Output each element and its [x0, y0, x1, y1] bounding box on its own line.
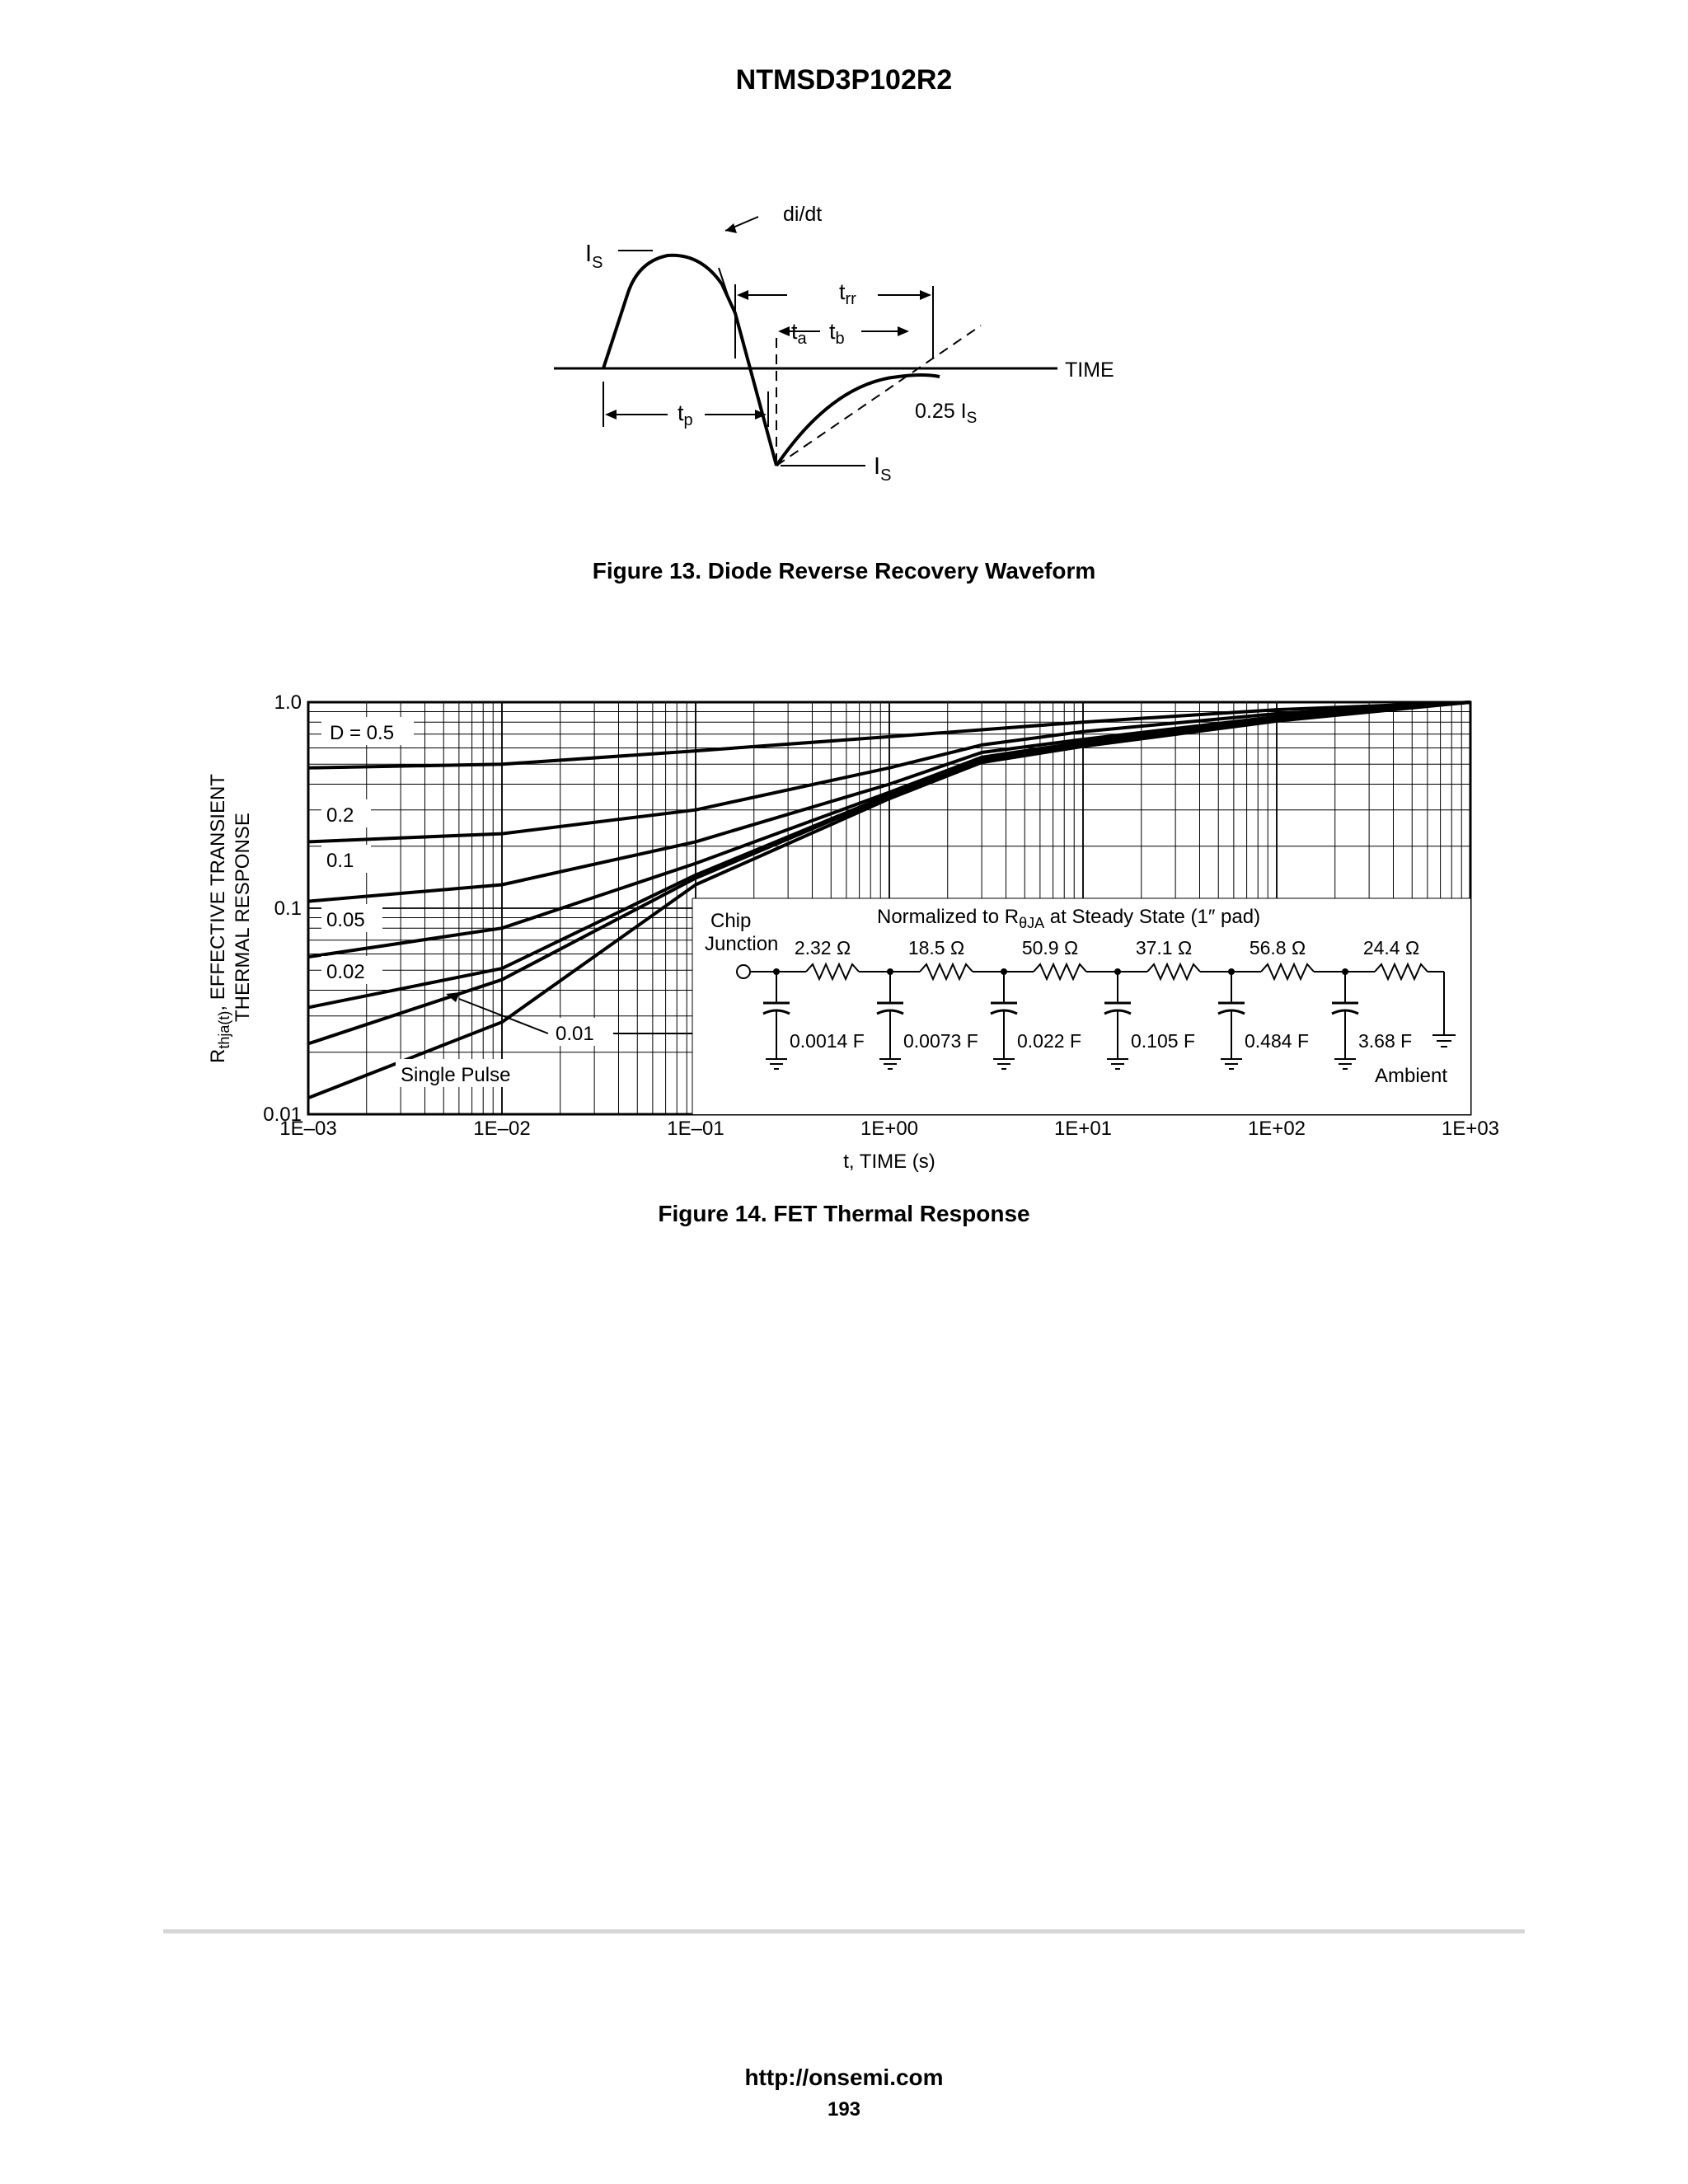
resistor-value: 50.9 Ω: [1021, 937, 1079, 958]
x-axis-title: t, TIME (s): [843, 1151, 935, 1173]
junction-terminal: [737, 965, 750, 978]
x-tick-labels: [279, 1118, 1499, 1140]
resistor-value: 56.8 Ω: [1249, 937, 1306, 958]
resistor-value: 37.1 Ω: [1135, 937, 1193, 958]
y-axis-title-line1: $R_{thja(t)}$, EFFECTIVE TRANSIENT: [207, 774, 232, 1063]
capacitor-value: 0.0014 F: [790, 1030, 865, 1052]
x-tick-label: 1E–02: [473, 1118, 531, 1140]
figure14-caption: Figure 14. FET Thermal Response: [658, 1201, 1030, 1226]
capacitor-value: 0.484 F: [1245, 1030, 1309, 1052]
label-d05: D = 0.5: [330, 722, 395, 744]
svg-text:trr: $t_{rr}$: [839, 279, 856, 308]
capacitor-value: 0.022 F: [1017, 1030, 1081, 1052]
x-tick-label: 1E+00: [860, 1118, 919, 1140]
resistor-value: 24.4 Ω: [1362, 937, 1420, 958]
x-tick-label: 1E–03: [279, 1118, 337, 1140]
y-tick-labels: [263, 691, 302, 1126]
svg-text:Chip: Chip: [710, 910, 752, 932]
capacitor-value: 3.68 F: [1358, 1030, 1413, 1052]
label-d005: 0.05: [326, 909, 365, 931]
page-number: 193: [827, 2098, 861, 2121]
label-d002: 0.02: [326, 961, 365, 983]
didt-label: di/dt: [783, 203, 823, 226]
forward-current-curve: [603, 255, 776, 466]
x-tick-label: 1E+03: [1441, 1118, 1500, 1140]
page-title: NTMSD3P102R2: [735, 64, 953, 96]
label-d02: 0.2: [326, 804, 354, 827]
rc-network-inset: [692, 898, 1470, 1114]
y-axis-title-line2: THERMAL RESPONSE: [232, 813, 254, 1022]
x-tick-label: 1E–01: [667, 1118, 724, 1140]
y-tick-label: 1.0: [274, 691, 302, 714]
resistor-value: 18.5 Ω: [907, 937, 965, 958]
time-axis-label: TIME: [1065, 359, 1114, 382]
extrapolation-dashed: [776, 326, 981, 466]
svg-text:IS: $I_S$: [874, 453, 892, 485]
svg-text:Junction: Junction: [705, 933, 779, 955]
diode-reverse-recovery-waveform: [536, 194, 1162, 499]
capacitor-value: 0.0073 F: [903, 1030, 978, 1052]
x-tick-label: 1E+02: [1247, 1118, 1306, 1140]
svg-text:IS: $I_S$: [585, 241, 603, 272]
inset-title: Normalized to $R_{\theta JA}$ at Steady State (1″ pad): [877, 906, 1261, 931]
capacitor-value: 0.105 F: [1131, 1030, 1195, 1052]
y-tick-label: 0.1: [274, 898, 302, 920]
y-tick-label: 0.01: [263, 1104, 302, 1126]
label-d01: 0.1: [326, 850, 354, 872]
footer-divider: [163, 1929, 1525, 1933]
resistor-value: 2.32 Ω: [794, 937, 851, 958]
footer-url[interactable]: http://onsemi.com: [744, 2064, 944, 2090]
figure13-caption: Figure 13. Diode Reverse Recovery Waveform: [592, 558, 1096, 583]
fet-thermal-response-chart: [190, 676, 1525, 1187]
svg-text:ta: $t_a$: [791, 319, 807, 348]
svg-text:0.25 IS: 0.25 $I_S$: [915, 400, 978, 427]
svg-text:tb: $t_b$: [829, 319, 845, 348]
x-tick-label: 1E+01: [1053, 1118, 1113, 1140]
svg-text:tp: $t_p$: [678, 401, 693, 429]
label-single-pulse: Single Pulse: [401, 1064, 511, 1086]
label-d001: 0.01: [556, 1023, 594, 1045]
ambient-label: Ambient: [1375, 1065, 1448, 1087]
